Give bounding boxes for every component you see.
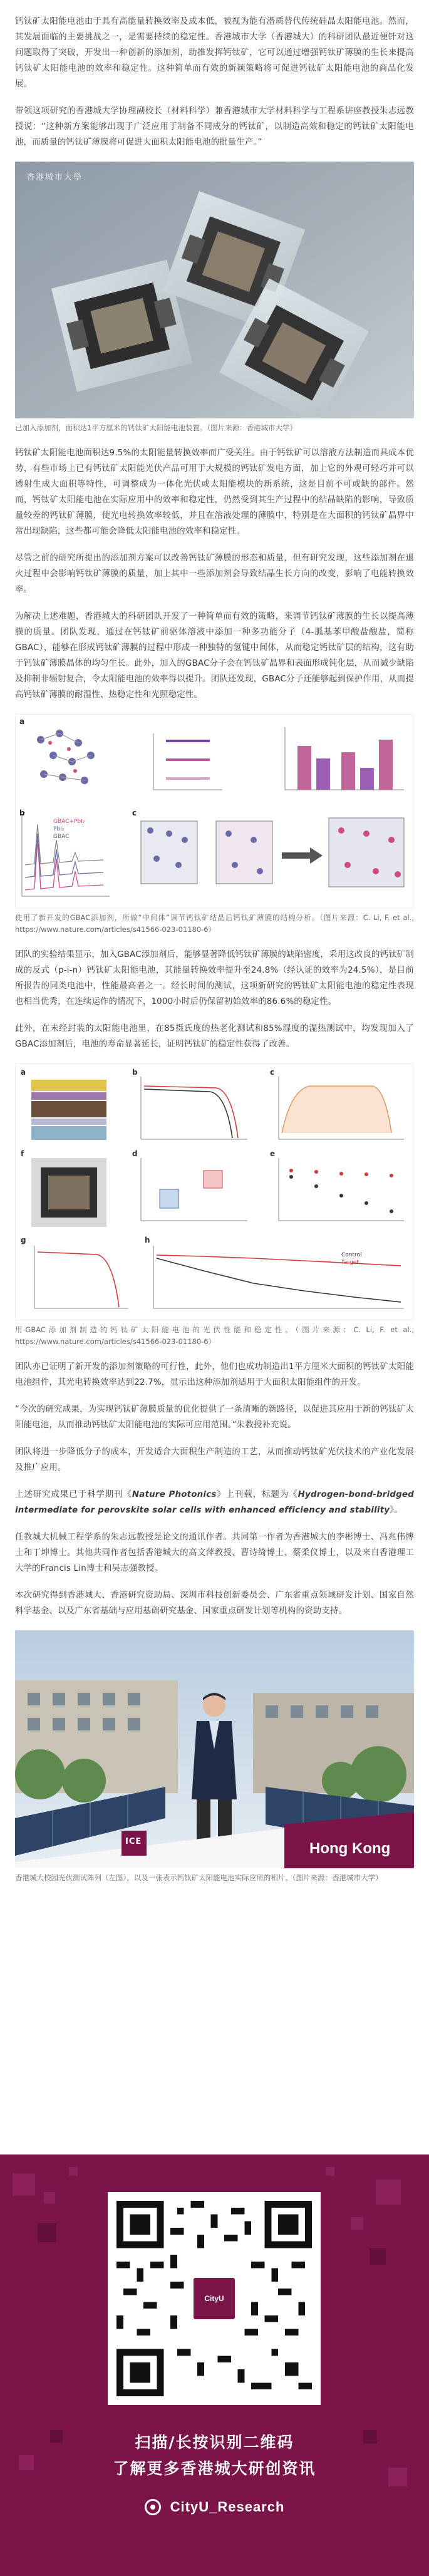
campus-photo [15, 1630, 414, 1868]
fig2-label-h: h [145, 1236, 150, 1244]
banner-logo-text: ICE [125, 1837, 142, 1846]
pub-post: 》。 [390, 1506, 403, 1515]
fig1-label-b: b [19, 809, 25, 817]
footer-account-name: CityU_Research [170, 2499, 285, 2515]
paragraph-module: 团队亦已证明了新开发的添加剂策略的可行性，此外，他们也成功制造出1平方厘米大面积的钙钛矿太阳能电池组件，其光电转换效率达到22.7%，显示出这种添加剂适用于大面积太阳能组件的开发。 [15, 1362, 414, 1387]
paragraph-publication [15, 1487, 414, 1518]
fig2-label-c: c [270, 1068, 275, 1077]
paragraph-results: 团队的实验结果显示，加入GBAC添加剂后，能够显著降低钙钛矿薄膜的缺陷密度，采用这改良的钙钛矿制成的反式（p-i-n）钙钛矿太阳能电池，其能量转换效率提升至24.8%（经认证的效率为24.5%），是目前所报告的同类电池中，性能最高者之一。经长时间的测试，这项新研究的钙钛矿太阳能电池的稳定性表现也相当优秀，在连续运作的情况下，1000小时后仍保留初始效率的86.6%的稳定性。 [15, 950, 414, 1006]
paragraph-stability: 此外，在未经封装的太阳能电池里，在85摄氏度的热老化测试和85%湿度的湿热测试中，均发现加入了GBAC添加剂后，电池的寿命显著延长，证明钙钛矿的稳定性获得了改善。 [15, 1024, 414, 1049]
fig2-label-e: e [270, 1149, 276, 1158]
fig2-label-g: g [21, 1236, 26, 1244]
caption-device-photo: 已加入添加剂，面积达1平方厘米的钙钛矿太阳能电池装置。（图片来源：香港城市大学） [15, 423, 297, 432]
figure-performance [15, 1063, 414, 1320]
pub-pre: 上述研究成果已于科学期刊《 [15, 1490, 132, 1499]
fig2-label-b: b [132, 1068, 138, 1077]
fig1-label-a: a [19, 717, 25, 726]
journal-name: Nature Photonics [132, 1490, 217, 1499]
paragraph-quote: 带领这项研究的香港城大学协理副校长（材料科学）兼香港城市大学材料科学与工程系讲座教授朱志远教授说：“这种新方案能够出现于广泛应用于制备不同成分的钙钛矿，以制造高效和稳定的钙钛矿太阳能电池，而质量的钙钛矿薄膜将可促进大面积太阳能电池的批量生产。” [15, 106, 414, 147]
fig1-legend-3: GBAC [53, 834, 70, 840]
device-photo-image [15, 162, 414, 418]
qr-center-logo [192, 2276, 237, 2321]
footer-qr-section [0, 2154, 429, 2576]
paragraph-intro: 钙钛矿太阳能电池由于具有高能量转换效率及成本低，被视为能有潜质替代传统硅晶太阳能电池。然而，其发展面临的主要挑战之一，是需要持续的稳定性。香港城市大学（香港城大）的科研团队最近便针对这问题取得了突破，开发出一种创新的添加剂，助推发挥钙钛矿，它可以通过增强钙钛矿薄膜的生长来提高钙钛矿太阳能电池的效率和稳定性。这种简单而有效的新颖策略将可促进钙钛矿太阳能电池的商品化发展。 [15, 17, 414, 89]
paragraph-quote-2: “今次的研究成果，为实现钙钛矿薄膜质量的优化提供了一条清晰的新路径，以促进其应用于新的钙钛矿太阳能电池，从而推动钙钛矿太阳能电池的实际可应用范围。”朱教授补充说。 [15, 1405, 414, 1430]
paragraph-background: 钙钛矿太阳能电池面积达9.5%的太阳能量转换效率而广受关注。由于钙钛矿可以溶液方法制造而具成本优势，有些市场上已有钙钛矿太阳能光伏产品可用于大规模的钙钛矿发电方面，加上它的外观可轻巧并可以透射生成大面积等特性，可调整成为一体化光伏或太阳能模块的新系统，这是目前不可或缺的部件。然而，钙钛矿太阳能电池在实际应用中的效率和稳定性，仍然受到其生产过程中的结晶缺陷的影响，导致质量较差的钙钛矿薄膜，使光电转换效率较低，并且在溶液处理的薄膜中，特别是在大面积的钙钛矿晶界中常出现缺陷，这些都可能会降低太阳能电池的效率和稳定性。 [15, 448, 414, 536]
fig1-legend-1: GBAC+PbI₂ [53, 819, 85, 825]
figure-structure-image [16, 715, 414, 908]
banner-hong-kong: Hong Kong [309, 1840, 391, 1857]
paragraph-previous-work: 尽管之前的研究所提出的添加剂方案可以改善钙钛矿薄膜的形态和质量，但有研究发现，这些添加剂在退火过程中会影响钙钛矿薄膜的质量，加上其中一些添加剂会导致结晶生长方向的改变，影响了电能转换效率。 [15, 554, 414, 594]
footer-account[interactable] [0, 2499, 429, 2515]
qr-code[interactable] [108, 2192, 321, 2405]
paragraph-next-steps: 团队将进一步降低分子的成本，开发适合大面积生产制造的工艺，从而推动钙钛矿光伏技术的产业化发展及推广应用。 [15, 1447, 414, 1472]
fig1-label-c: c [132, 809, 137, 817]
footer-camera-icon [145, 2499, 161, 2515]
caption-structure-figure: 使用了新开发的GBAC添加剂，所做“中间体”调节钙钛矿结晶后钙钛矿薄膜的结构分析。（图片来源：C. Li, F. et al., https://www.nature.com/articles/s41566-023-01180-6） [15, 913, 414, 934]
paper-title: Hydrogen-bond-bridged intermediate for perovskite solar cells with enhanced efficiency and stability [15, 1490, 414, 1515]
fig1-legend-2: PbI₂ [53, 826, 65, 832]
figure-structure [15, 714, 414, 908]
paragraph-authors: 任教城大机械工程学系的朱志远教授是论文的通讯作者。共同第一作者为香港城大的李彬博士、冯兆伟博士和丁坤博士。其他共同作者包括香港城大的高文萍教授、曹诗绮博士、蔡柔仪博士，以及来自香港理工大学的Francis Lin博士和吴志强教授。 [15, 1533, 414, 1573]
paragraph-funding: 本次研究得到香港城大、香港研究资助局、深圳市科技创新委员会、广东省重点领域研发计划、国家自然科学基金、以及广东省基础与应用基础研究基金、国家重点研发计划等机构的资助支持。 [15, 1591, 414, 1616]
paragraph-strategy: 为解决上述难题，香港城大的科研团队开发了一种简单而有效的策略，来调节钙钛矿薄膜的生长以提高薄膜的质量。团队发现，通过在钙钛矿前驱体溶液中添加一种多功能分子（4-胍基苯甲酸盐酸盐，简称GBAC），能够在形成钙钛矿薄膜的过程中形成一种独特的氢键中间体，从而稳定钙钛矿层的结构，这有助于钙钛矿薄膜晶体的均匀生长。此外，加入的GBAC分子会在钙钛矿晶界和表面形成钝化层，从而减少缺陷及抑制非辐射复合，令太阳能电池的效率得以提升。团队还发现，GBAC分子还能够起到保护作用，从而提高钙钛矿薄膜的耐湿性、热稳定性和光照稳定性。 [15, 612, 414, 700]
device-photo [15, 162, 414, 418]
photo-watermark: 香港城市大學 [26, 173, 83, 182]
footer-cta-line-2: 了解更多香港城大研创资讯 [113, 2460, 316, 2478]
fig2-legend-control: Control [341, 1252, 362, 1258]
campus-photo-image [15, 1630, 414, 1868]
fig2-legend-target: Target [341, 1260, 359, 1266]
qr-center-text: CityU [204, 2294, 224, 2303]
fig2-label-f: f [21, 1149, 24, 1158]
caption-campus-photo: 香港城大校园光伏测试阵列（左图），以及一张表示钙钛矿太阳能电池实际应用的相片。（图片来源：香港城市大学） [15, 1873, 383, 1882]
footer-cta-line-1: 扫描/长按识别二维码 [135, 2433, 294, 2451]
caption-performance-figure: 用GBAC添加剂制造的钙钛矿太阳能电池的光伏性能和稳定性。（图片来源：C. Li, F. et al., https://www.nature.com/articles/s41566-023-01180-6） [15, 1325, 414, 1346]
figure-performance-image [16, 1064, 414, 1320]
fig2-label-a: a [21, 1068, 26, 1077]
fig2-label-d: d [132, 1149, 138, 1158]
pub-mid: 》上刊载，标题为《 [216, 1490, 298, 1499]
